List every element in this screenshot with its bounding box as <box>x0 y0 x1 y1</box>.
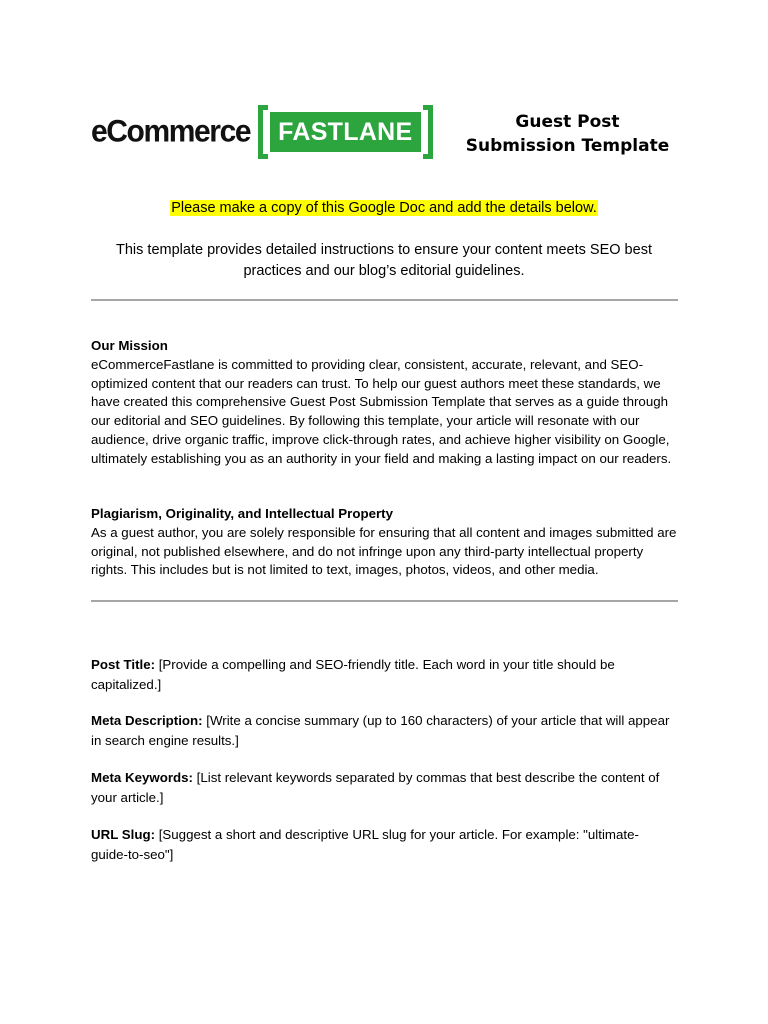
post-title-field <box>91 655 671 694</box>
url-slug-field <box>91 825 671 864</box>
ecommerce-fastlane-logo <box>91 103 433 161</box>
document-title-line-1: Guest Post <box>515 112 620 132</box>
meta-description-field <box>91 711 671 750</box>
meta-description-instructions: [Write a concise summary (up to 160 characters) of your article that will appear in search engine results.] <box>91 713 670 748</box>
plagiarism-heading: Plagiarism, Originality, and Intellectual Property <box>91 506 393 521</box>
url-slug-label: URL Slug: <box>91 827 156 842</box>
horizontal-divider <box>91 299 678 301</box>
meta-keywords-field <box>91 768 671 807</box>
copy-notice <box>0 199 768 217</box>
mission-heading: Our Mission <box>91 338 168 353</box>
logo-text-ecommerce: eCommerce <box>91 114 251 149</box>
horizontal-divider <box>91 600 678 602</box>
highlighted-notice-text: Please make a copy of this Google Doc and add the details below. <box>171 200 597 216</box>
document-title-line-2: Submission Template <box>465 136 670 156</box>
meta-description-label: Meta Description: <box>91 713 203 728</box>
mission-section <box>91 337 681 469</box>
mission-body: eCommerceFastlane is committed to providing clear, consistent, accurate, relevant, and SEO-optimized content that our readers can trust. To help our guest authors meet these standards, we have created this comprehensive Guest Post Submission Template that serves as a guide through our editorial and SEO guidelines. By following this template, your article will resonate with our audience, drive organic traffic, improve click-through rates, and achieve higher visibility on Google, ultimately establishing you as an authority in your field and making a lasting impact on our readers. <box>91 356 672 466</box>
plagiarism-body: As a guest author, you are solely responsible for ensuring that all content and images submitted are original, not published elsewhere, and do not infringe upon any third-party intellectual property rights. This includes but is not limited to text, images, photos, videos, and other media. <box>91 524 677 578</box>
plagiarism-section <box>91 505 681 580</box>
post-title-instructions: [Provide a compelling and SEO-friendly title. Each word in your title should be capitalized.] <box>91 657 615 692</box>
meta-keywords-instructions: [List relevant keywords separated by commas that best describe the content of your article.] <box>91 770 660 805</box>
meta-keywords-label: Meta Keywords: <box>91 770 193 785</box>
post-title-label: Post Title: <box>91 657 156 672</box>
logo-text-fastlane: FASTLANE <box>270 112 420 152</box>
logo-bracket-right <box>423 105 433 159</box>
document-title <box>455 110 680 158</box>
logo-bracket-left <box>258 105 268 159</box>
url-slug-instructions: [Suggest a short and descriptive URL slug for your article. For example: "ultimate-guide-to-seo"] <box>91 827 639 862</box>
intro-paragraph: This template provides detailed instructions to ensure your content meets SEO best practices and our blog’s editorial guidelines. <box>116 242 652 279</box>
